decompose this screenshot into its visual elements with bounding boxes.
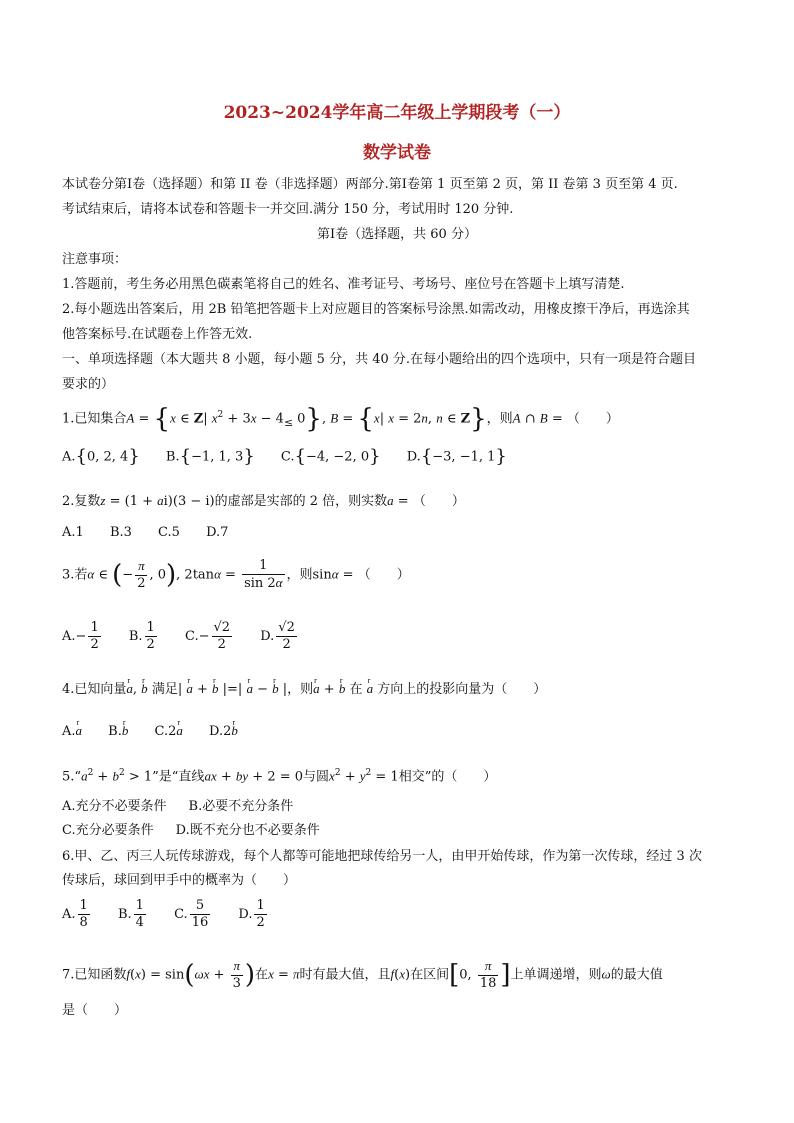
- q5-option-d: D.既不充分也不必要条件: [175, 823, 320, 838]
- q7-mid2: 时有最大值，且: [299, 967, 391, 983]
- question-5: $5.“a^2 + b^2 > 1$”是“直线ax + by + 2 = 0与圆$x^2 + y^2 = 1$相交”的（ ）: [62, 768, 497, 785]
- q1-ask: （ ）: [566, 411, 619, 427]
- question-6-options: [62, 898, 291, 931]
- note-2b: 他答案标号.在试题卷上作答无效.: [62, 327, 253, 342]
- note-1: 1.答题前，考生务必用黑色碳素笔将自己的姓名、准考证号、考场号、座位号在答题卡上填写清楚.: [62, 277, 625, 292]
- q6-option-d: D. $\frac{1}{2}$: [238, 898, 265, 930]
- q1-option-c: C.{−4, −2, 0}: [280, 446, 381, 467]
- q4-mid2: ，则: [287, 682, 314, 697]
- question-6-line-2: 传球后，球回到甲手中的概率为（ ）: [62, 873, 297, 888]
- question-2-options: [62, 524, 250, 542]
- q1-option-d: D.{−3, −1, 1}: [406, 446, 507, 467]
- question-2: 2.复数z = (1 + ai)(3 − i)的虚部是实部的 2 倍，则实数a = （ ）: [62, 493, 465, 509]
- q7-tail2: 的最大值: [610, 967, 663, 983]
- intro-line-2: 考试结束后，请将本试卷和答题卡一并交回.满分 150 分，考试用时 120 分钟.: [62, 202, 514, 217]
- q1-option-b: B.{−1, 1, 3}: [165, 446, 255, 467]
- q4-option-d: D.2r b: [209, 722, 238, 741]
- q7-tail: 上单调递增，则: [510, 967, 602, 983]
- question-4: 4.已知向量r a, r b 满足| r a + r b |=| r a − r b |，则r a + r b 在 r a 方向上的投影向量为（ ）: [62, 680, 546, 699]
- q4-mid3: 在: [349, 682, 363, 697]
- q5-tail: 相交”的（ ）: [398, 769, 497, 785]
- q3-ask: （ ）: [357, 567, 410, 583]
- q1-lead: 1.已知集合: [62, 411, 127, 427]
- notes-title: 注意事项：: [62, 252, 128, 267]
- question-3-options: [62, 620, 321, 653]
- q5-mid2: 与圆: [303, 769, 330, 785]
- note-2a: 2.每小题选出答案后，用 2B 铅笔把答题卡上对应题目的答案标号涂黑.如需改动，用橡皮擦干净后，再选涂其: [62, 302, 690, 317]
- q4-option-b: B.r b: [108, 722, 128, 741]
- q4-mid: 满足: [151, 682, 178, 697]
- question-7-line-2: 是（ ）: [62, 1003, 128, 1018]
- q5-option-b: B.必要不充分条件: [188, 799, 294, 814]
- question-1-options: [62, 448, 529, 467]
- part-heading-b: 要求的）: [62, 377, 115, 392]
- intro-line-1: 本试卷分第Ⅰ卷（选择题）和第 II 卷（非选择题）两部分.第Ⅰ卷第 1 页至第 2 页，第 II 卷第 3 页至第 4 页.: [62, 177, 678, 192]
- q5-lead: 5.“: [62, 769, 82, 785]
- page-subtitle: 数学试卷: [363, 143, 431, 163]
- q4-option-a: A.r a: [62, 722, 82, 741]
- q7-mid3: 在区间: [410, 967, 450, 983]
- q4-tail: 方向上的投影向量为（ ）: [377, 682, 547, 697]
- q3-option-c: C.− $\frac{√2}{2}$: [184, 620, 231, 652]
- part-heading-a: 一、单项选择题（本大题共 8 小题，每小题 5 分，共 40 分.在每小题给出的四个选项中，只有一项是符合题目: [62, 352, 697, 367]
- q1-option-a: A.{0, 2, 4}: [62, 446, 140, 467]
- q2-lead: 2.复数: [62, 494, 101, 509]
- q6-option-c: C. $\frac{5}{16}$: [174, 898, 209, 930]
- question-6-line-1: 6.甲、乙、丙三人玩传球游戏，每个人都等可能地把球传给另一人，由甲开始传球，作为第一次传球，经过 3 次: [62, 849, 702, 864]
- question-7: 7.已知函数f(x) = sin(ωx + $\frac{\pi}{3}$ )在x = π时有最大值，且f(x)在区间[0, $\frac{\pi}{18}$ ]上单调递增，则ω的最大值: [62, 958, 663, 991]
- q3-lead: 3.若: [62, 567, 88, 583]
- question-5-options-row1: [62, 798, 315, 816]
- q5-option-a: A.充分不必要条件: [62, 799, 167, 814]
- q2-option-c: C.5: [158, 525, 180, 540]
- q4-lead: 4.已知向量: [62, 682, 127, 697]
- q3-tail: ，则: [286, 567, 313, 583]
- question-4-options: [62, 722, 260, 741]
- q3-option-a: A.− $\frac{1}{2}$: [62, 620, 99, 652]
- q2-option-a: A.1: [62, 525, 84, 540]
- section-heading: 第Ⅰ卷（选择题，共 60 分）: [317, 227, 477, 242]
- question-1: 1.已知集合A = {x ∈ Z| $x^2 + 3x - 4_\le$ 0}, B = {x| x = 2n, n ∈ Z}，则A ∩ B = （ ）: [62, 403, 619, 434]
- q4-option-c: C.2r a: [155, 722, 183, 741]
- page-title: 2023~2024学年高二年级上学期段考（一）: [223, 103, 571, 123]
- q6-option-a: A. $\frac{1}{8}$: [62, 898, 88, 930]
- question-5-options-row2: [62, 822, 342, 840]
- q3-option-d: D. $\frac{√2}{2}$: [260, 620, 295, 652]
- q5-option-c: C.充分必要条件: [62, 823, 154, 838]
- q6-option-b: B. $\frac{1}{4}$: [117, 898, 144, 930]
- q7-mid: 在: [255, 967, 269, 983]
- q1-tail: ，则: [486, 411, 513, 427]
- q2-ask: （ ）: [412, 494, 465, 509]
- q2-option-b: B.3: [109, 525, 132, 540]
- q2-mid: 的虚部是实部的 2 倍，则实数: [214, 494, 388, 509]
- q3-option-b: B. $\frac{1}{2}$: [128, 620, 155, 652]
- q7-lead: 7.已知函数: [62, 967, 127, 983]
- q2-option-d: D.7: [206, 525, 229, 540]
- question-3: 3.若α ∈ (− $\frac{\pi}{2}$ , 0), 2tanα = $\frac{1}{\sin 2\alpha}$ ，则sinα = （ ）: [62, 558, 410, 591]
- q5-mid: ”是“直线: [152, 769, 205, 785]
